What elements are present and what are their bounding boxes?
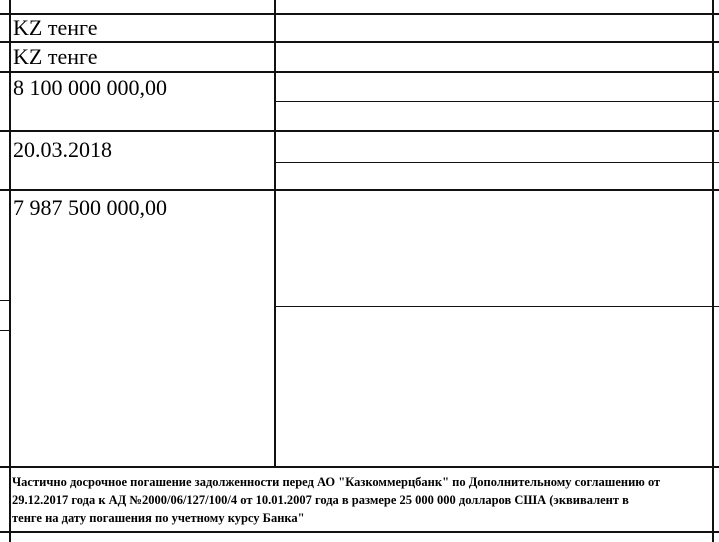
date-value: 20.03.2018 <box>13 137 112 162</box>
rule-row-5 <box>0 466 719 468</box>
rule-right-sub-3 <box>276 306 719 307</box>
rule-right-sub-1 <box>276 101 719 102</box>
note-line: 29.12.2017 года к АД №2000/06/127/100/4 от 10.01.2007 года в размере 25 000 000 долларов США (эквивалент в <box>12 493 629 507</box>
amount-value: 8 100 000 000,00 <box>13 75 167 100</box>
rule-row-4 <box>0 189 719 191</box>
rule-column-divider <box>274 0 276 468</box>
rule-right-sub-2 <box>276 162 719 163</box>
amount-value: 7 987 500 000,00 <box>13 195 167 220</box>
currency-value: KZ тенге <box>13 44 98 69</box>
margin-tick <box>0 300 9 301</box>
currency-value: KZ тенге <box>13 15 98 40</box>
rule-left-edge <box>9 0 11 542</box>
rule-row-1 <box>0 41 719 43</box>
rule-right-edge <box>712 0 714 542</box>
rule-row-3 <box>0 130 719 132</box>
margin-tick <box>0 330 9 331</box>
rule-bottom <box>0 531 719 533</box>
rule-top <box>0 13 719 15</box>
repayment-note <box>12 473 712 527</box>
rule-row-2 <box>0 71 719 73</box>
note-line: Частично досрочное погашение задолженности перед АО "Казкоммерцбанк" по Дополнительному соглашению от <box>12 475 661 489</box>
note-line: тенге на дату погашения по учетному курсу Банка" <box>12 511 305 525</box>
